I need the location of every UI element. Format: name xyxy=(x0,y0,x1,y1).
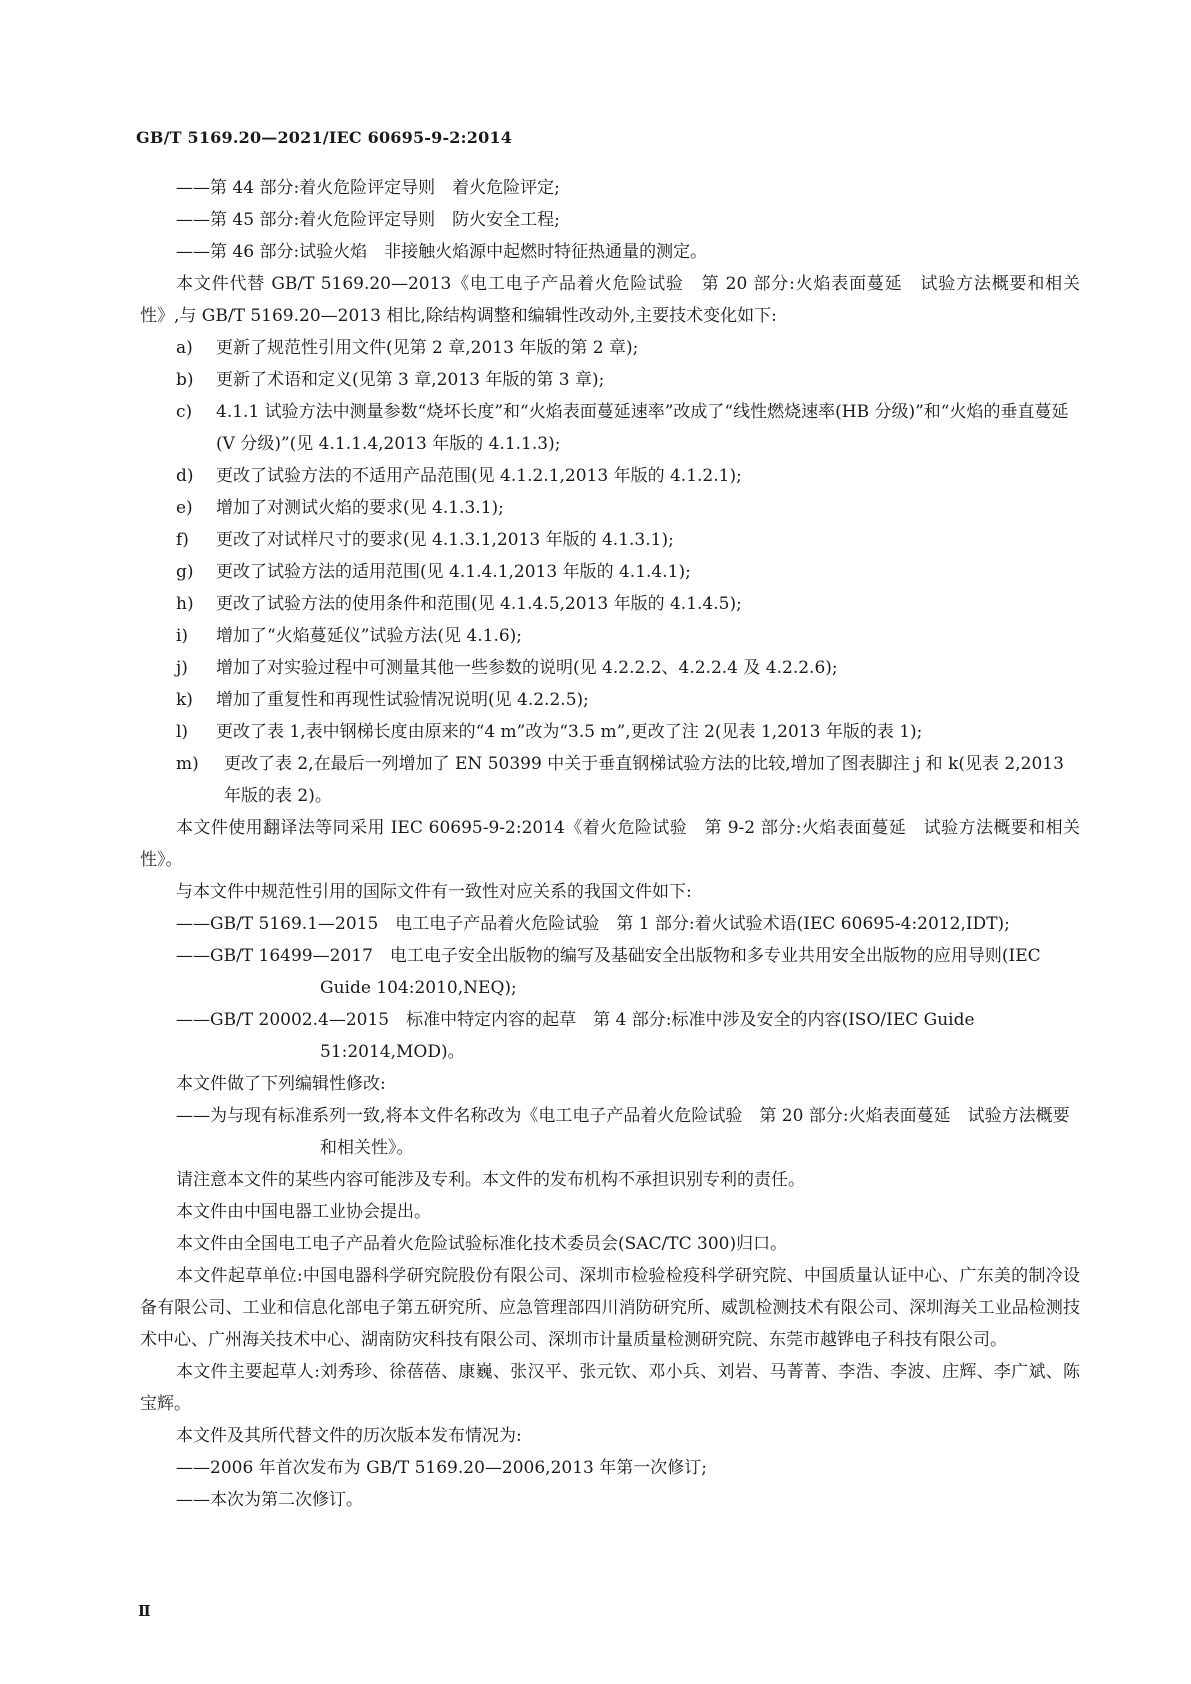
change-item xyxy=(140,588,1080,620)
change-text: 更新了规范性引用文件(见第 2 章,2013 年版的第 2 章); xyxy=(216,338,639,358)
change-marker: i) xyxy=(176,626,189,646)
change-marker: k) xyxy=(176,690,193,710)
change-marker: h) xyxy=(176,594,194,614)
standard-code-header: GB/T 5169.20—2021/IEC 60695-9-2:2014 xyxy=(136,128,513,147)
change-item xyxy=(140,716,1080,748)
history-item: ——本次为第二次修订。 xyxy=(176,1490,363,1510)
correspondence-intro: 与本文件中规范性引用的国际文件有一致性对应关系的我国文件如下: xyxy=(176,882,692,902)
change-item xyxy=(140,620,1080,652)
history-item: ——2006 年首次发布为 GB/T 5169.20—2006,2013 年第一次修订; xyxy=(176,1458,707,1478)
change-marker: a) xyxy=(176,338,193,358)
editorial-intro: 本文件做了下列编辑性修改: xyxy=(176,1074,386,1094)
change-item xyxy=(140,684,1080,716)
editorial-item: ——为与现有标准系列一致,将本文件名称改为《电工电子产品着火危险试验 第 20 部分:火焰表面蔓延 试验方法概要和相关性》。 xyxy=(176,1106,1070,1158)
change-marker: l) xyxy=(176,722,189,742)
replace-intro-paragraph: 本文件代替 GB/T 5169.20—2013《电工电子产品着火危险试验 第 20 部分:火焰表面蔓延 试验方法概要和相关性》,与 GB/T 5169.20—2013 相比,除结构调整和编辑性改动外,主要技术变化如下: xyxy=(140,274,1080,326)
change-item xyxy=(140,748,1080,812)
page-number: Ⅱ xyxy=(138,1602,151,1620)
managed-by: 本文件由全国电工电子产品着火危险试验标准化技术委员会(SAC/TC 300)归口。 xyxy=(176,1234,788,1254)
change-item xyxy=(140,364,1080,396)
parts-list-item: ——第 45 部分:着火危险评定导则 防火安全工程; xyxy=(176,210,560,230)
change-item xyxy=(140,396,1080,460)
change-item xyxy=(140,652,1080,684)
change-text: 更改了试验方法的不适用产品范围(见 4.1.2.1,2013 年版的 4.1.2.1); xyxy=(216,466,742,486)
patent-notice: 请注意本文件的某些内容可能涉及专利。本文件的发布机构不承担识别专利的责任。 xyxy=(176,1170,805,1190)
change-marker: b) xyxy=(176,370,194,390)
change-marker: e) xyxy=(176,498,193,518)
history-intro: 本文件及其所代替文件的历次版本发布情况为: xyxy=(176,1426,522,1446)
change-marker: g) xyxy=(176,562,194,582)
change-marker: f) xyxy=(176,530,189,550)
drafters: 本文件主要起草人:刘秀珍、徐蓓蓓、康巍、张汉平、张元钦、邓小兵、刘岩、马菁菁、李浩、李波、庄辉、李广斌、陈宝辉。 xyxy=(140,1362,1080,1414)
drafting-units: 本文件起草单位:中国电器科学研究院股份有限公司、深圳市检验检疫科学研究院、中国质量认证中心、广东美的制冷设备有限公司、工业和信息化部电子第五研究所、应急管理部四川消防研究所、威凯检测技术有限公司、深圳海关工业品检测技术中心、广州海关技术中心、湖南防灾科技有限公司、深圳市计量质量检测研究院、东莞市越铧电子科技有限公司。 xyxy=(140,1266,1080,1350)
proposed-by: 本文件由中国电器工业协会提出。 xyxy=(176,1202,431,1222)
change-text: 增加了对实验过程中可测量其他一些参数的说明(见 4.2.2.2、4.2.2.4 及 4.2.2.6); xyxy=(216,658,838,678)
change-text: 更新了术语和定义(见第 3 章,2013 年版的第 3 章); xyxy=(216,370,605,390)
change-text: 增加了“火焰蔓延仪”试验方法(见 4.1.6); xyxy=(216,626,523,646)
change-text: 增加了重复性和再现性试验情况说明(见 4.2.2.5); xyxy=(216,690,589,710)
correspondence-item: ——GB/T 16499—2017 电工电子安全出版物的编写及基础安全出版物和多专业共用安全出版物的应用导则(IEC Guide 104:2010,NEQ); xyxy=(176,946,1041,998)
parts-list-item: ——第 44 部分:着火危险评定导则 着火危险评定; xyxy=(176,178,560,198)
change-marker: c) xyxy=(176,402,193,422)
adoption-paragraph: 本文件使用翻译法等同采用 IEC 60695-9-2:2014《着火危险试验 第 9-2 部分:火焰表面蔓延 试验方法概要和相关性》。 xyxy=(140,818,1080,870)
change-item xyxy=(140,524,1080,556)
change-text: 更改了表 2,在最后一列增加了 EN 50399 中关于垂直钢梯试验方法的比较,增加了图表脚注 j 和 k(见表 2,2013 年版的表 2)。 xyxy=(224,754,1064,806)
change-marker: d) xyxy=(176,466,194,486)
change-text: 增加了对测试火焰的要求(见 4.1.3.1); xyxy=(216,498,504,518)
change-text: 4.1.1 试验方法中测量参数“烧坏长度”和“火焰表面蔓延速率”改成了“线性燃烧速率(HB 分级)”和“火焰的垂直蔓延(V 分级)”(见 4.1.1.4,2013 年版的 4.1.1.3); xyxy=(216,402,1069,454)
change-marker: m) xyxy=(176,754,199,774)
change-text: 更改了试验方法的适用范围(见 4.1.4.1,2013 年版的 4.1.4.1); xyxy=(216,562,691,582)
document-body xyxy=(140,172,1080,1516)
correspondence-item: ——GB/T 5169.1—2015 电工电子产品着火危险试验 第 1 部分:着火试验术语(IEC 60695-4:2012,IDT); xyxy=(176,914,1010,934)
change-text: 更改了试验方法的使用条件和范围(见 4.1.4.5,2013 年版的 4.1.4.5); xyxy=(216,594,742,614)
change-text: 更改了对试样尺寸的要求(见 4.1.3.1,2013 年版的 4.1.3.1); xyxy=(216,530,674,550)
parts-list-item: ——第 46 部分:试验火焰 非接触火焰源中起燃时特征热通量的测定。 xyxy=(176,242,708,262)
change-item xyxy=(140,556,1080,588)
change-marker: j) xyxy=(176,658,188,678)
change-item xyxy=(140,460,1080,492)
change-item xyxy=(140,332,1080,364)
change-text: 更改了表 1,表中钢梯长度由原来的“4 m”改为“3.5 m”,更改了注 2(见表 1,2013 年版的表 1); xyxy=(216,722,923,742)
change-item xyxy=(140,492,1080,524)
correspondence-item: ——GB/T 20002.4—2015 标准中特定内容的起草 第 4 部分:标准中涉及安全的内容(ISO/IEC Guide 51:2014,MOD)。 xyxy=(176,1010,975,1062)
